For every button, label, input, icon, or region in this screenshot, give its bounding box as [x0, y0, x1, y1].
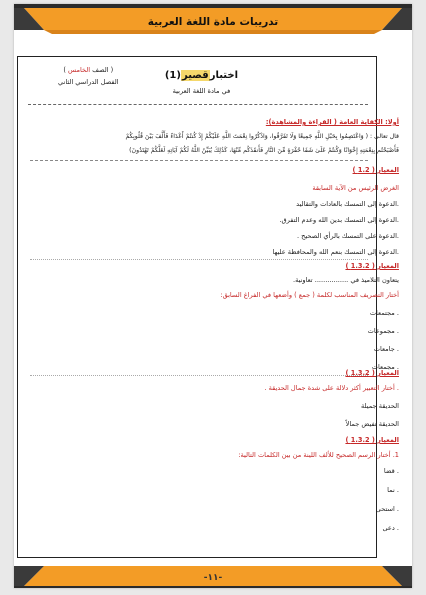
divider	[30, 259, 368, 260]
quiz-title-highlight: قصير	[181, 70, 209, 81]
section-heading: أولا: الكفاية العامة ( القراءة والمشاهدة):	[265, 118, 399, 126]
q1-prompt: الغرض الرئيس من الآية السابقة	[312, 184, 399, 192]
quiz-subject: في مادة اللغة العربية	[172, 87, 231, 95]
q3-prompt: . أختار التعبير أكثر دلالة على شدة جمال الحديقة .	[264, 384, 399, 392]
q4-option: . نما	[387, 486, 399, 494]
quiz-title-block	[165, 70, 238, 95]
quiz-title	[165, 70, 238, 81]
q1-option: .الدعوة إلى التمسك بالعادات والتقاليد	[296, 200, 399, 208]
q1-option: .الدعوة على التمسك بالرأي الصحيح .	[296, 232, 399, 240]
q2-standard: المعيار ( 1.3.2 )	[345, 262, 399, 270]
grade-suffix: )	[63, 66, 69, 74]
q1-standard: المعيار ( 1.2 )	[352, 166, 399, 174]
divider	[30, 160, 368, 161]
q3-standard: المعيار ( 1.3.2 )	[345, 369, 399, 377]
q4-option: . استحى	[375, 505, 399, 513]
q2-option: . جامعات	[373, 345, 399, 353]
quiz-title-main: اختبار	[209, 70, 238, 81]
grade-label	[58, 66, 119, 74]
page-number: -١١-	[203, 573, 223, 583]
term-label: الفصل الدراسي الثاني	[58, 78, 119, 86]
grade-value: الخامس	[68, 66, 91, 74]
verse-line-2: فَأَصْبَحْتُم بِنِعْمَتِهِ إِخْوَانًا وَكُنتُمْ عَلَىٰ شَفَا حُفْرَةٍ مِّنَ النَّارِ فَأَنقَذَكُم مِّنْهَا، كَذَٰلِكَ يُبَيِّنُ اللَّهُ لَكُمْ آيَاتِهِ لَعَلَّكُمْ تَهْتَدُونَ)	[129, 147, 399, 154]
q2-option: . مجتمعات	[369, 309, 399, 317]
q4-standard: المعيار ( 1.3.2 )	[345, 436, 399, 444]
quiz-title-number: (1)	[164, 70, 181, 81]
q1-option: .الدعوة إلى التمسك بنعم الله والمحافظة عليها	[272, 248, 399, 256]
header-divider	[28, 104, 368, 105]
q2-sentence: يتعاون التلاميذ في ................ تعاونية.	[292, 276, 399, 284]
q2-option: . مجموعات	[367, 327, 399, 335]
q3-option: الحديقة جميلة	[361, 402, 399, 410]
q1-option: .الدعوة إلى التمسك بدين الله وعدم التفرق.	[279, 216, 399, 224]
q2-option: . مجمعات	[371, 363, 399, 371]
q4-option: . قضا	[383, 467, 399, 475]
q2-prompt: أختار التصريف المناسب لكلمة ( جمع ) وأضعها في الفراغ السابق:	[220, 291, 399, 299]
q4-option: . دعى	[382, 524, 399, 532]
q4-prompt: 1. أختار الرسم الصحيح للألف اللينة من بين الكلمات التالية:	[238, 451, 399, 459]
grade-block	[58, 66, 119, 86]
divider	[30, 375, 368, 376]
grade-prefix: ( الصف	[90, 66, 114, 74]
verse-line-1: قال تعالى : ( وَاعْتَصِمُوا بِحَبْلِ اللَّهِ جَمِيعًا وَلَا تَفَرَّقُوا، وَاذْكُرُوا نِعْمَتَ اللَّهِ عَلَيْكُمْ إِذْ كُنتُمْ أَعْدَاءً فَأَلَّفَ بَيْنَ قُلُوبِكُمْ	[125, 133, 399, 140]
q3-option: الحديقة تفيض جمالاً	[345, 420, 399, 428]
header-title: تدريبات مادة اللغة العربية	[147, 16, 279, 28]
content-frame	[17, 56, 377, 558]
